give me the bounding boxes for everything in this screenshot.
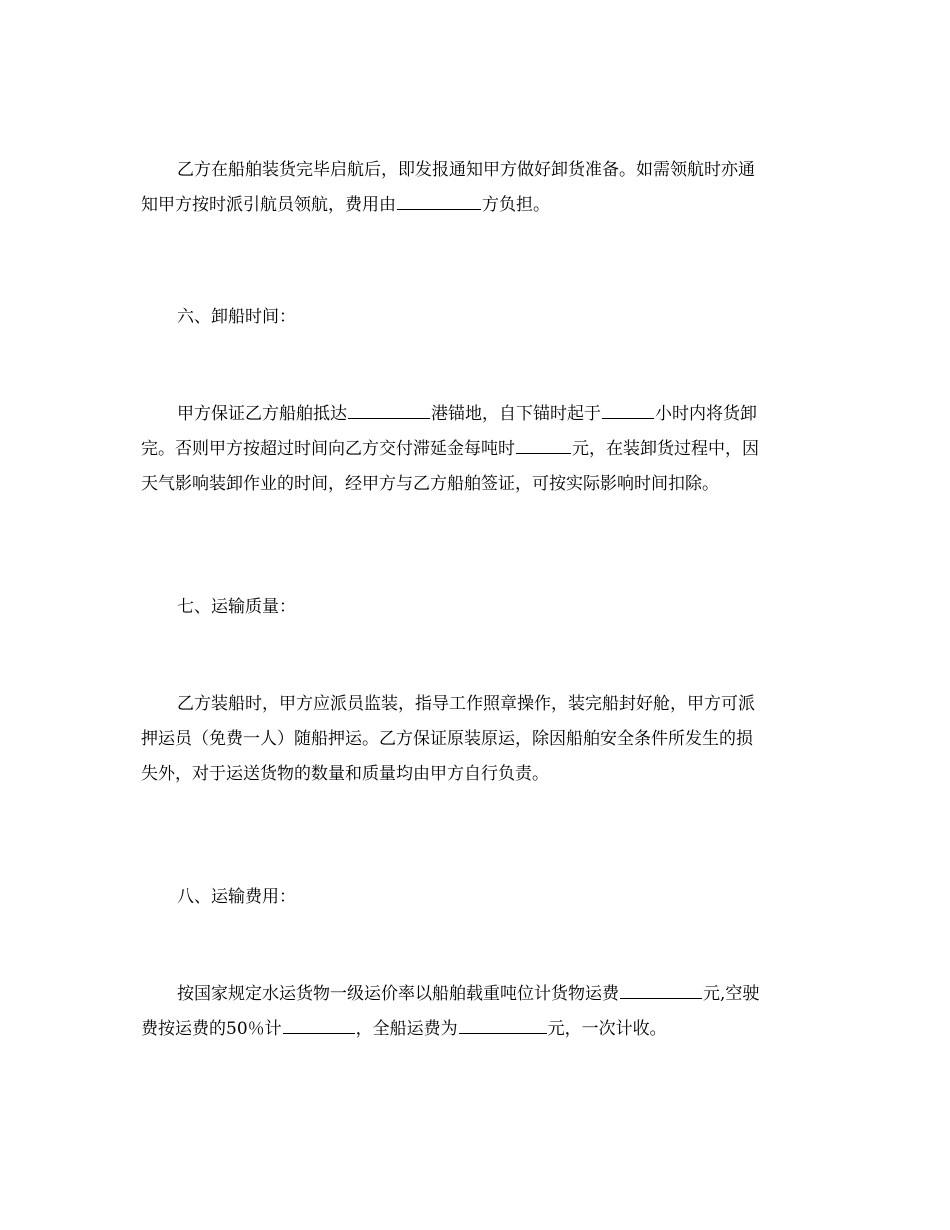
section5-line-1: 乙方在船舶装货完毕启航后，即发报通知甲方做好卸货准备。如需领航时亦通 xyxy=(177,160,755,180)
section6-line-3: 天气影响装卸作业的时间，经甲方与乙方船舶签证，可按实际影响时间扣除。 xyxy=(141,474,719,494)
section8-line-2-text-a: 费按运费的50％计 xyxy=(141,1019,282,1039)
section8-line-1-text-a: 按国家规定水运货物一级运价率以船舶载重吨位计货物运费 xyxy=(177,984,619,1004)
section8-line-2-text-b: ，全船运费为 xyxy=(355,1019,458,1039)
fill-in-blank-port[interactable] xyxy=(348,417,430,419)
section5-line-2-text-a: 知甲方按时派引航员领航，费用由 xyxy=(141,195,396,215)
section8-line-2-text-c: 元，一次计收。 xyxy=(547,1019,667,1039)
section7-paragraph xyxy=(141,687,815,792)
fill-in-blank-total-freight[interactable] xyxy=(459,1032,547,1034)
fill-in-blank-empty-run-fee[interactable] xyxy=(283,1032,355,1034)
section8-line-1 xyxy=(141,977,815,1012)
section7-line-2: 押运员（免费一人）随船押运。乙方保证原装原运，除因船舶安全条件所发生的损 xyxy=(141,729,753,749)
fill-in-blank-pilot-fee-party[interactable] xyxy=(397,208,481,210)
section6-line-2-text-a: 完。否则甲方按超过时间向乙方交付滞延金每吨时 xyxy=(141,439,515,459)
section7-heading: 七、运输质量： xyxy=(177,597,296,617)
section8-line-1-text-b: 元,空驶 xyxy=(703,984,760,1004)
section6-line-2 xyxy=(141,432,815,467)
section7-line-1: 乙方装船时，甲方应派员监装，指导工作照章操作，装完船封好舱，甲方可派 xyxy=(177,694,755,714)
section6-line-1 xyxy=(141,397,815,432)
section6-paragraph xyxy=(141,397,815,502)
section6-line-1-text-a: 甲方保证乙方船舶抵达 xyxy=(177,404,347,424)
section6-line-1-text-b: 港锚地，自下锚时起于 xyxy=(431,404,601,424)
section6-line-2-text-b: 元，在装卸货过程中，因 xyxy=(572,439,759,459)
section5-line-2 xyxy=(141,188,815,223)
fill-in-blank-freight[interactable] xyxy=(620,997,702,999)
section8-heading: 八、运输费用： xyxy=(177,887,296,907)
section5-line-2-text-b: 方负担。 xyxy=(482,195,550,215)
section8-line-2 xyxy=(141,1012,815,1047)
section6-line-1-text-c: 小时内将货卸 xyxy=(655,404,757,424)
fill-in-blank-hours[interactable] xyxy=(602,417,654,419)
fill-in-blank-demurrage[interactable] xyxy=(516,452,571,454)
section7-line-3: 失外，对于运送货物的数量和质量均由甲方自行负责。 xyxy=(141,764,549,784)
section8-paragraph xyxy=(141,977,815,1047)
section6-heading: 六、卸船时间： xyxy=(177,307,296,327)
section5-paragraph xyxy=(141,153,815,223)
